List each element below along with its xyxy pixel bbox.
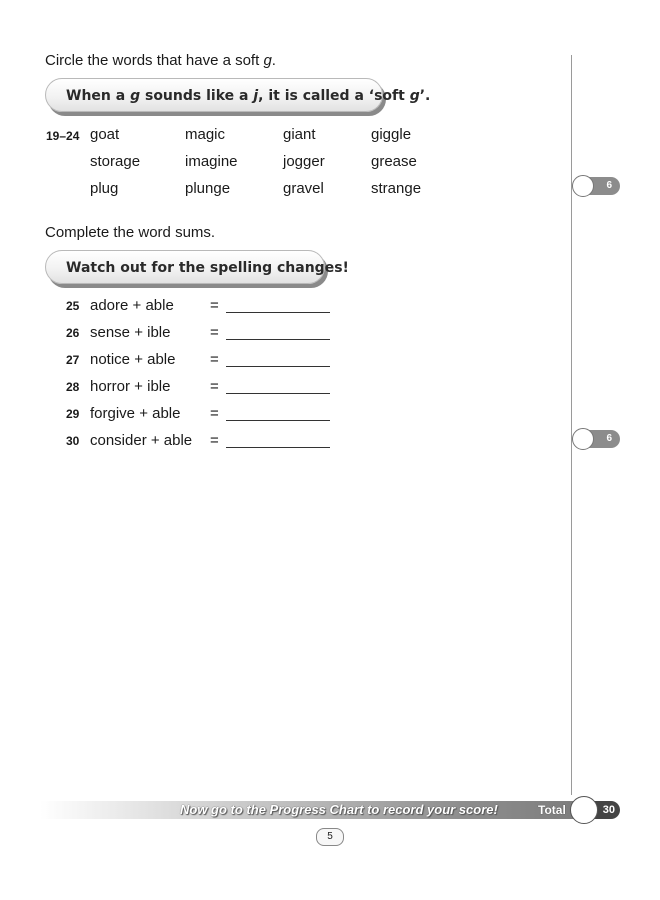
word-option[interactable]: plug bbox=[90, 180, 119, 197]
instruction-period: . bbox=[271, 52, 276, 69]
equals-sign: = bbox=[210, 405, 219, 422]
word-sum-expression: consider + able bbox=[90, 432, 193, 449]
tip-letter-g2: g bbox=[409, 88, 420, 104]
word-sum-expression: horror + ible bbox=[90, 378, 171, 395]
answer-blank[interactable] bbox=[226, 312, 330, 313]
instruction-word-sums: Complete the word sums. bbox=[45, 224, 216, 241]
instruction-text: Circle the words that have a soft bbox=[45, 52, 260, 69]
total-label: Total bbox=[538, 803, 566, 817]
answer-blank[interactable] bbox=[226, 366, 330, 367]
word-option[interactable]: giggle bbox=[371, 126, 412, 143]
equals-sign: = bbox=[210, 432, 219, 449]
answer-blank[interactable] bbox=[226, 339, 330, 340]
score-circle-section1[interactable] bbox=[572, 175, 594, 197]
word-sum-expression: notice + able bbox=[90, 351, 176, 368]
word-option[interactable]: gravel bbox=[283, 180, 324, 197]
equals-sign: = bbox=[210, 297, 219, 314]
question-number: 25 bbox=[66, 299, 80, 313]
question-number: 29 bbox=[66, 407, 80, 421]
tip-text-4: ’. bbox=[419, 88, 431, 104]
instruction-soft-g bbox=[45, 52, 276, 69]
equals-sign: = bbox=[210, 324, 219, 341]
tip-text-1: When a bbox=[66, 88, 131, 104]
progress-chart-message: Now go to the Progress Chart to record your score! bbox=[180, 802, 498, 817]
tip-text-3: , it is called a ‘soft bbox=[258, 88, 410, 104]
tip-soft-g bbox=[45, 78, 431, 112]
margin-divider bbox=[571, 55, 572, 795]
question-number: 27 bbox=[66, 353, 80, 367]
word-option[interactable]: plunge bbox=[185, 180, 231, 197]
answer-blank[interactable] bbox=[226, 447, 330, 448]
word-option[interactable]: strange bbox=[371, 180, 422, 197]
total-score-circle[interactable] bbox=[570, 796, 598, 824]
total-max-score: 30 bbox=[592, 801, 620, 819]
question-range: 19–24 bbox=[46, 129, 80, 143]
word-option[interactable]: goat bbox=[90, 126, 120, 143]
word-option[interactable]: storage bbox=[90, 153, 141, 170]
answer-blank[interactable] bbox=[226, 393, 330, 394]
question-number: 30 bbox=[66, 434, 80, 448]
word-sum-expression: sense + ible bbox=[90, 324, 171, 341]
score-total-section1: 6 bbox=[586, 177, 620, 195]
word-sum-expression: adore + able bbox=[90, 297, 174, 314]
word-option[interactable]: imagine bbox=[185, 153, 238, 170]
tip-text-2: sounds like a bbox=[140, 88, 254, 104]
question-number: 28 bbox=[66, 380, 80, 394]
equals-sign: = bbox=[210, 351, 219, 368]
word-option[interactable]: giant bbox=[283, 126, 316, 143]
score-circle-section2[interactable] bbox=[572, 428, 594, 450]
word-sum-expression: forgive + able bbox=[90, 405, 181, 422]
tip-letter-g: g bbox=[130, 88, 141, 104]
question-number: 26 bbox=[66, 326, 80, 340]
equals-sign: = bbox=[210, 378, 219, 395]
score-total-section2: 6 bbox=[586, 430, 620, 448]
word-option[interactable]: magic bbox=[185, 126, 226, 143]
word-option[interactable]: jogger bbox=[283, 153, 325, 170]
answer-blank[interactable] bbox=[226, 420, 330, 421]
tip-spelling-changes: Watch out for the spelling changes! bbox=[45, 250, 325, 284]
page-number: 5 bbox=[316, 828, 344, 846]
word-option[interactable]: grease bbox=[371, 153, 417, 170]
tip-letter-j: j bbox=[253, 88, 259, 104]
instruction-letter: g bbox=[263, 52, 272, 69]
